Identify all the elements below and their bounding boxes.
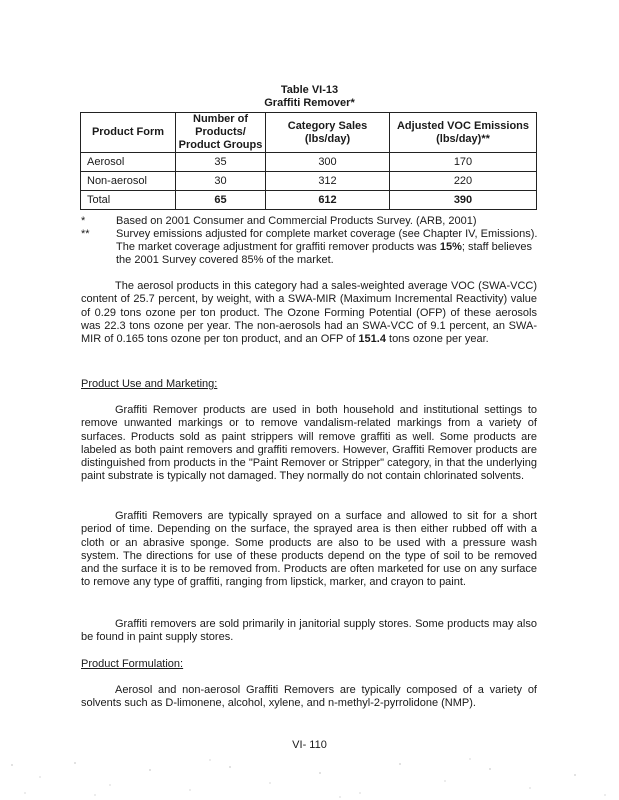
cell-sales: 300	[266, 153, 390, 172]
paragraph-voc-content	[81, 280, 537, 346]
table-title: Table VI-13	[280, 84, 339, 96]
footnote-text-end: ; staff believes the 2001 Survey covered 85% of the market.	[116, 241, 532, 266]
cell-sales: 312	[266, 172, 390, 191]
cell-sales: 612	[266, 191, 390, 210]
footnote-bold-value: 15%	[439, 241, 462, 253]
cell-voc: 390	[390, 191, 537, 210]
cell-form: Non-aerosol	[81, 172, 176, 191]
header-number-products: Number of Products/ Product Groups	[176, 113, 266, 153]
table-total-row	[81, 191, 537, 210]
cell-number: 35	[176, 153, 266, 172]
table-subtitle: Graffiti Remover*	[264, 97, 355, 109]
heading-product-use: Product Use and Marketing:	[81, 378, 218, 390]
header-adjusted-voc: Adjusted VOC Emissions (lbs/day)**	[390, 113, 537, 153]
footnote-text: Based on 2001 Consumer and Commercial Products Survey. (ARB, 2001)	[116, 215, 477, 227]
cell-voc: 170	[390, 153, 537, 172]
paragraph-bold-value: 151.4	[358, 333, 386, 346]
footnote-mark: *	[81, 215, 86, 227]
paragraph-formulation: Aerosol and non-aerosol Graffiti Removers are typically composed of a variety of solvents such as D-limonene, alcohol, xylene, and n-methyl-2-pyrrolidone (NMP).	[81, 684, 537, 710]
header-category-sales: Category Sales (lbs/day)	[266, 113, 390, 153]
cell-form: Total	[81, 191, 176, 210]
cell-number: 30	[176, 172, 266, 191]
footnote-mark: **	[81, 228, 90, 240]
paragraph-text-end: tons ozone per year.	[385, 333, 489, 346]
page-number: VI- 110	[292, 739, 327, 751]
paragraph-application: Graffiti Removers are typically sprayed on a surface and allowed to sit for a short period of time. Depending on the surface, the sprayed area is then either rubbed off with a cloth or an abrasive sponge. Some products are also to be used with a pressure wash system. The directions for use of these products depend on the type of soil to be removed and the surface it is to be removed from. Products are often marketed for use on any surface to remove any type of graffiti, ranging from lipstick, marker, and crayon to paint.	[81, 510, 537, 589]
table-row	[81, 153, 537, 172]
paragraph-sales-channel: Graffiti removers are sold primarily in janitorial supply stores. Some products may also be found in paint supply stores.	[81, 618, 537, 644]
graffiti-remover-table	[80, 112, 537, 210]
cell-voc: 220	[390, 172, 537, 191]
footnote	[81, 215, 541, 228]
footnote	[81, 228, 541, 267]
footnote-text: Survey emissions adjusted for complete market coverage (see Chapter IV, Emissions). The market coverage adjustment for graffiti remover products was	[116, 228, 538, 253]
scan-noise	[0, 755, 619, 800]
header-product-form: Product Form	[81, 113, 176, 153]
paragraph-text: The aerosol products in this category had a sales-weighted average VOC (SWA-VCC) content of 25.7 percent, by weight, with a SWA-MIR (Maximum Incremental Reactivity) value of 0.29 tons ozone per ton product. The Ozone Forming Potential (OFP) of these aerosols was 22.3 tons ozone per year. The non-aerosols had an SWA-VCC of 9.1 percent, an SWA-MIR of 0.165 tons ozone per ton product, and an OFP of	[81, 280, 537, 346]
cell-number: 65	[176, 191, 266, 210]
cell-form: Aerosol	[81, 153, 176, 172]
paragraph-product-use: Graffiti Remover products are used in both household and institutional settings to remove unwanted markings or to remove vandalism-related markings from a variety of surfaces. Products sold as paint strippers will remove graffiti as well. Some products are labeled as both paint removers and graffiti removers. However, Graffiti Remover products are distinguished from products in the "Paint Remover or Stripper" category, in that the underlying paint substrate is typically not damaged. They normally do not contain chlorinated solvents.	[81, 404, 537, 483]
table-footnotes	[81, 215, 541, 267]
table-header-row	[81, 113, 537, 153]
heading-product-formulation: Product Formulation:	[81, 658, 184, 670]
table-row	[81, 172, 537, 191]
